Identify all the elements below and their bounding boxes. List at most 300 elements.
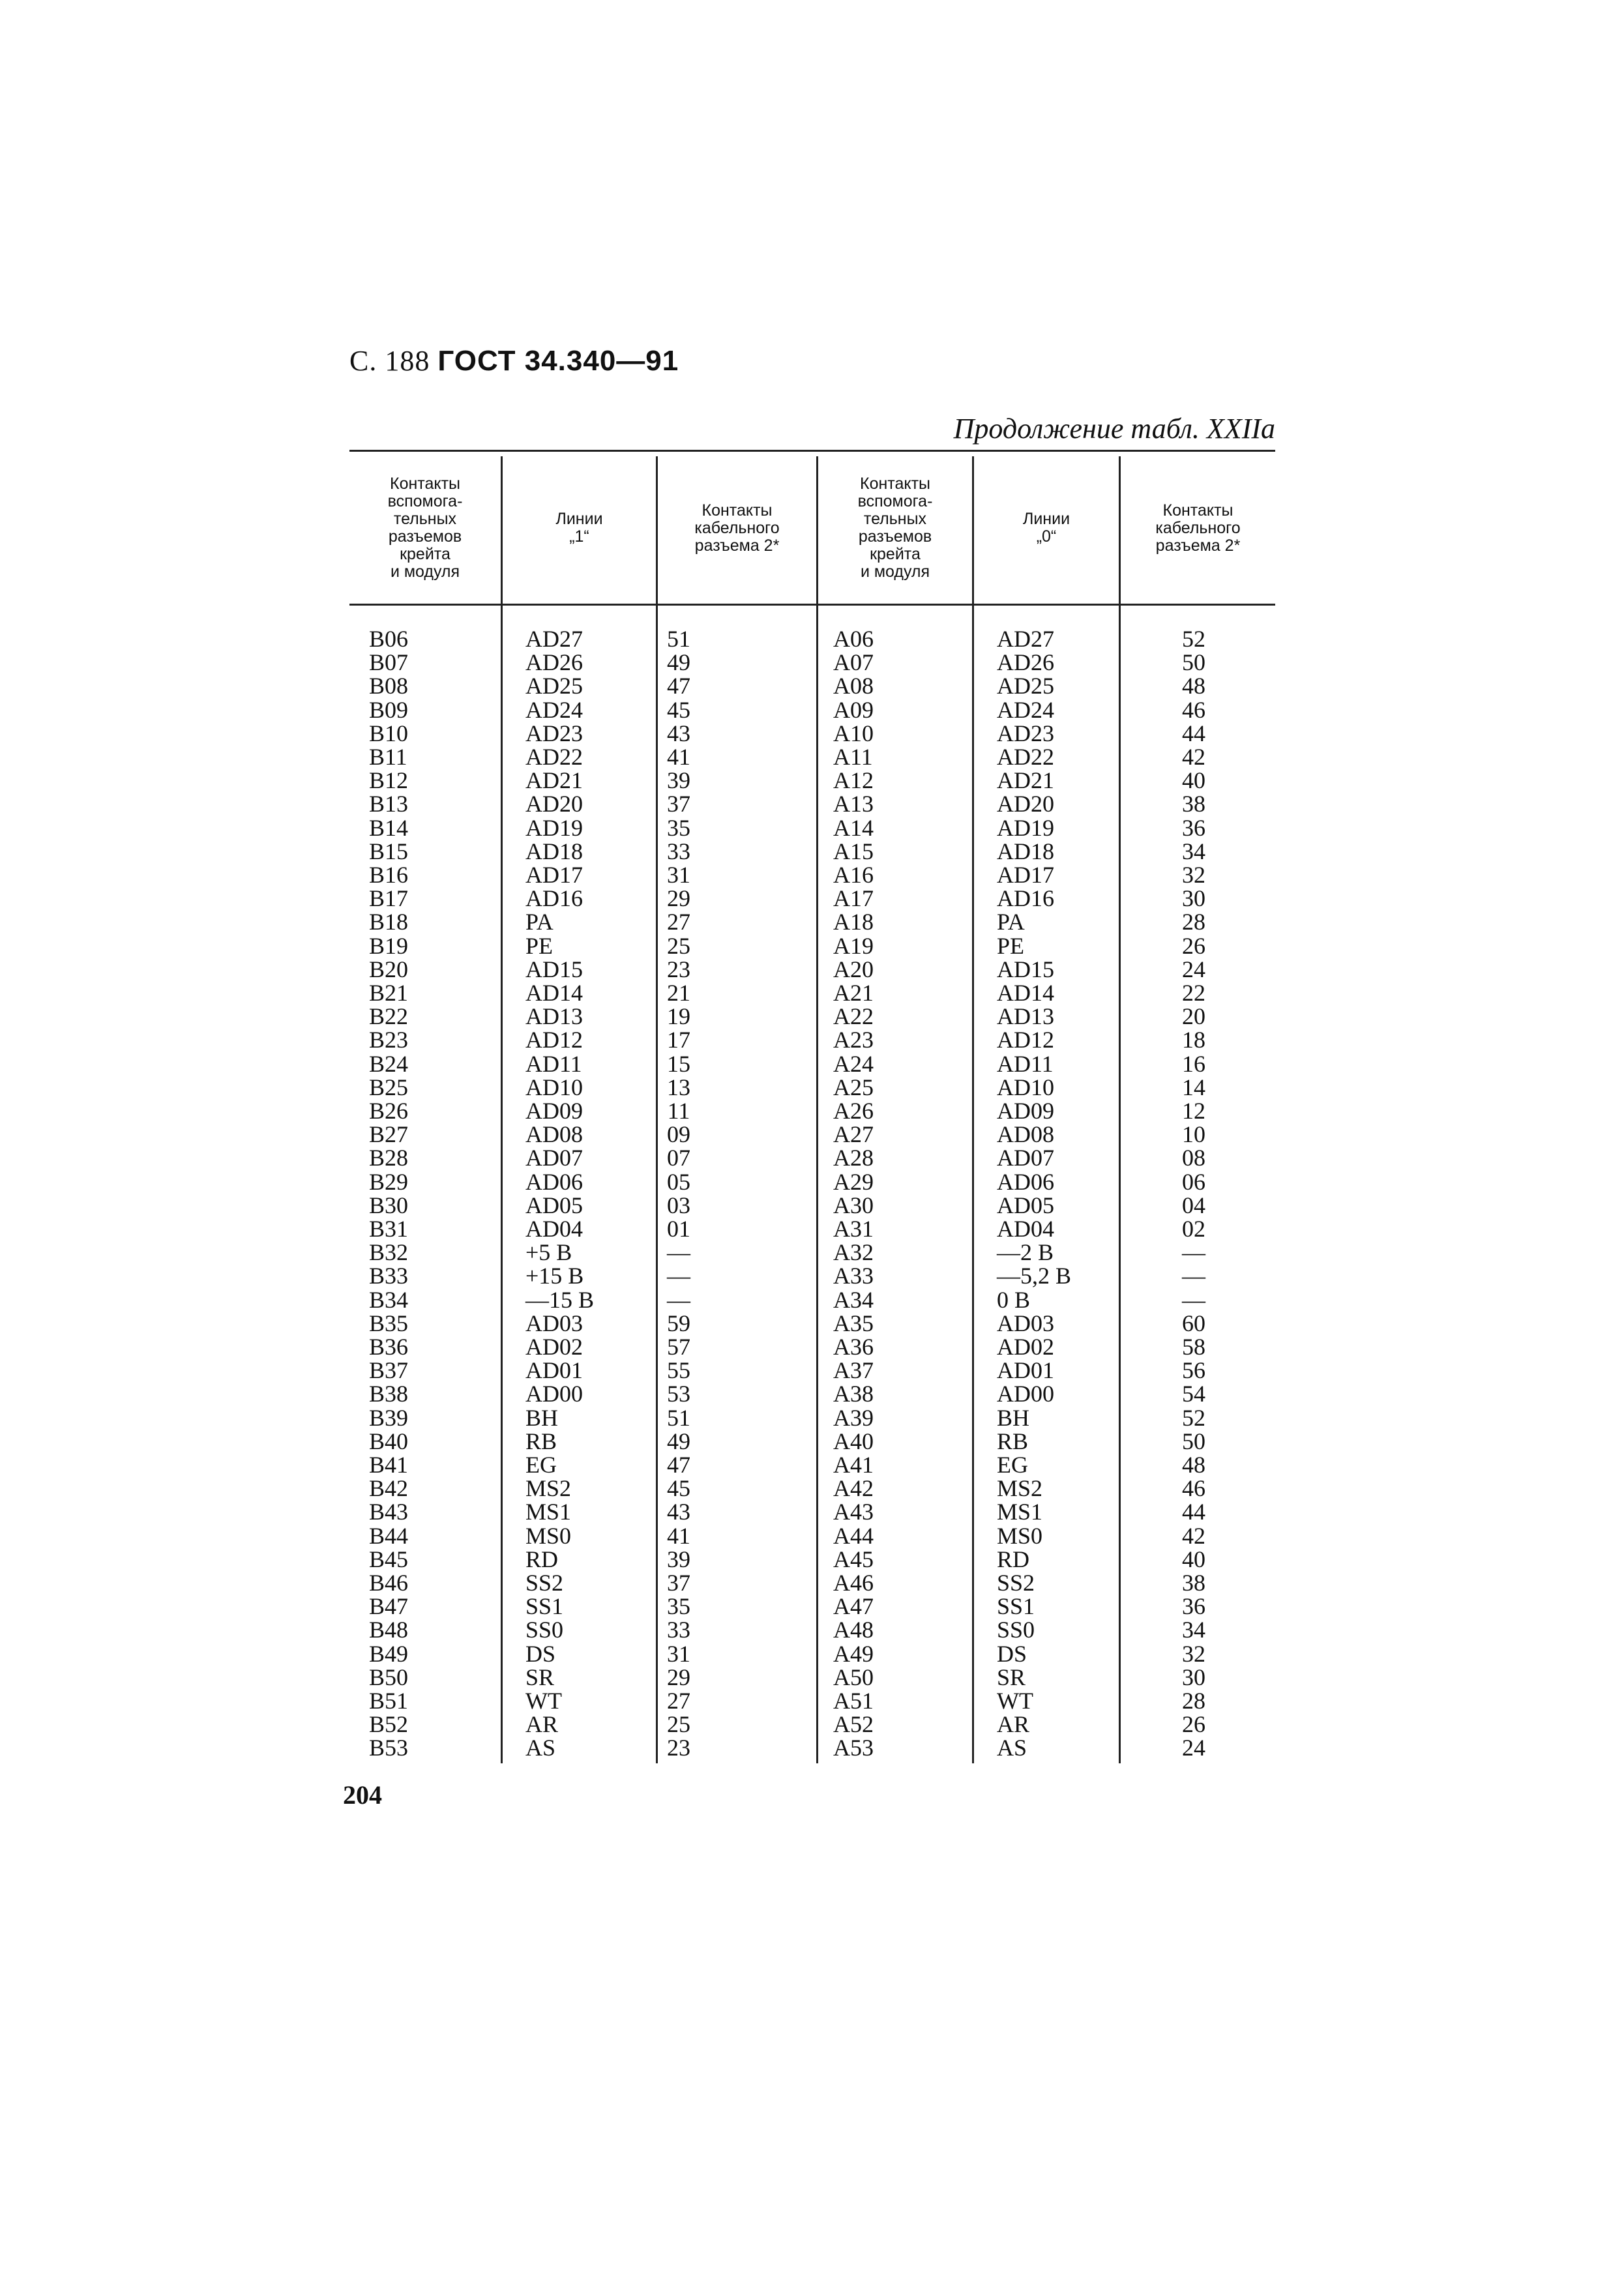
line-1-signal: AD26 xyxy=(525,649,583,676)
aux-contact-b: B07 xyxy=(369,649,409,676)
cable-contact-a: — xyxy=(1182,1239,1205,1266)
cable-contact-b: 47 xyxy=(667,1452,690,1478)
table-row xyxy=(349,816,1275,840)
line-1-signal: AD21 xyxy=(525,767,583,794)
line-0-signal: AD04 xyxy=(997,1216,1054,1242)
cable-contact-a: 34 xyxy=(1182,838,1205,864)
aux-contact-b: B32 xyxy=(369,1239,409,1266)
column-header-aux-contacts-b xyxy=(349,458,501,598)
aux-contact-b: B50 xyxy=(369,1664,409,1690)
cable-contact-b: 03 xyxy=(667,1192,690,1218)
aux-contact-a: A40 xyxy=(833,1428,874,1454)
cable-contact-a: 02 xyxy=(1182,1216,1205,1242)
aux-contact-a: A06 xyxy=(833,626,874,652)
aux-contact-a: A21 xyxy=(833,980,874,1006)
aux-contact-b: B35 xyxy=(369,1310,409,1336)
line-0-signal: MS0 xyxy=(997,1522,1043,1549)
cable-contact-b: 29 xyxy=(667,885,690,912)
aux-contact-b: B45 xyxy=(369,1546,409,1572)
table-row xyxy=(349,1099,1275,1123)
cable-contact-b: 53 xyxy=(667,1381,690,1407)
line-0-signal: AD06 xyxy=(997,1168,1054,1195)
cable-contact-b: 49 xyxy=(667,1428,690,1454)
cable-contact-a: 46 xyxy=(1182,1475,1205,1502)
line-1-signal: SS1 xyxy=(525,1593,564,1620)
line-1-signal: AS xyxy=(525,1735,556,1761)
aux-contact-a: A15 xyxy=(833,838,874,864)
line-0-signal: PE xyxy=(997,932,1025,959)
table-row xyxy=(349,627,1275,651)
line-1-signal: AD20 xyxy=(525,791,583,817)
aux-contact-a: A08 xyxy=(833,673,874,699)
aux-contact-b: B38 xyxy=(369,1381,409,1407)
table-row xyxy=(349,1736,1275,1759)
cable-contact-a: 26 xyxy=(1182,1711,1205,1738)
cable-contact-b: 39 xyxy=(667,767,690,794)
aux-contact-b: B53 xyxy=(369,1735,409,1761)
aux-contact-a: A36 xyxy=(833,1334,874,1360)
table-row xyxy=(349,1571,1275,1594)
aux-contact-b: B31 xyxy=(369,1216,409,1242)
aux-contact-b: B25 xyxy=(369,1074,409,1100)
aux-contact-a: A33 xyxy=(833,1263,874,1289)
aux-contact-b: B18 xyxy=(369,909,409,935)
line-1-signal: AD07 xyxy=(525,1145,583,1171)
line-1-signal: +5 В xyxy=(525,1239,572,1266)
column-header-lines-1 xyxy=(503,458,656,598)
line-0-signal: —5,2 В xyxy=(997,1263,1072,1289)
table-row xyxy=(349,1264,1275,1287)
line-0-signal: AD15 xyxy=(997,956,1054,982)
aux-contact-a: A10 xyxy=(833,720,874,746)
line-1-signal: AD05 xyxy=(525,1192,583,1218)
cable-contact-b: 35 xyxy=(667,1593,690,1620)
cable-contact-b: 19 xyxy=(667,1003,690,1030)
aux-contact-b: B34 xyxy=(369,1286,409,1313)
cable-contact-a: 56 xyxy=(1182,1357,1205,1384)
cable-contact-a: 52 xyxy=(1182,626,1205,652)
aux-contact-b: B43 xyxy=(369,1499,409,1525)
cable-contact-b: 37 xyxy=(667,1570,690,1596)
cable-contact-a: 34 xyxy=(1182,1617,1205,1643)
aux-contact-b: B09 xyxy=(369,696,409,723)
cable-contact-b: 11 xyxy=(667,1098,690,1124)
column-header-line: кабельного xyxy=(694,518,780,537)
table-row xyxy=(349,698,1275,722)
aux-contact-b: B20 xyxy=(369,956,409,982)
column-header-line: тельных xyxy=(863,510,927,528)
line-0-signal: AD18 xyxy=(997,838,1054,864)
aux-contact-a: A11 xyxy=(833,744,873,770)
table-row xyxy=(349,1594,1275,1618)
cable-contact-a: 06 xyxy=(1182,1168,1205,1195)
cable-contact-a: 10 xyxy=(1182,1121,1205,1148)
line-0-signal: SS2 xyxy=(997,1570,1035,1596)
aux-contact-a: A49 xyxy=(833,1640,874,1667)
column-header-line: Контакты xyxy=(860,475,930,493)
column-header-line: и модуля xyxy=(860,563,930,581)
line-0-signal: BH xyxy=(997,1404,1030,1431)
line-1-signal: AD14 xyxy=(525,980,583,1006)
aux-contact-a: A53 xyxy=(833,1735,874,1761)
line-1-signal: MS1 xyxy=(525,1499,572,1525)
table-top-rule xyxy=(349,450,1275,452)
cable-contact-a: 16 xyxy=(1182,1050,1205,1077)
line-0-signal: RD xyxy=(997,1546,1030,1572)
cable-contact-b: — xyxy=(667,1286,690,1313)
cable-contact-b: 43 xyxy=(667,720,690,746)
cable-contact-a: 32 xyxy=(1182,862,1205,888)
aux-contact-b: B11 xyxy=(369,744,407,770)
aux-contact-a: A47 xyxy=(833,1593,874,1620)
aux-contact-a: A23 xyxy=(833,1027,874,1053)
line-0-signal: AD10 xyxy=(997,1074,1054,1100)
cable-contact-a: 14 xyxy=(1182,1074,1205,1100)
aux-contact-a: A38 xyxy=(833,1381,874,1407)
aux-contact-b: B27 xyxy=(369,1121,409,1148)
line-0-signal: AD13 xyxy=(997,1003,1054,1030)
column-header-line: „0“ xyxy=(1036,527,1057,546)
table-row xyxy=(349,863,1275,887)
cable-contact-b: 49 xyxy=(667,649,690,676)
table-row xyxy=(349,1689,1275,1712)
aux-contact-b: B15 xyxy=(369,838,409,864)
line-1-signal: AD22 xyxy=(525,744,583,770)
cable-contact-b: 33 xyxy=(667,1617,690,1643)
aux-contact-b: B14 xyxy=(369,814,409,841)
cable-contact-b: 25 xyxy=(667,1711,690,1738)
line-0-signal: 0 В xyxy=(997,1286,1031,1313)
line-1-signal: +15 В xyxy=(525,1263,584,1289)
table-row xyxy=(349,1666,1275,1689)
line-0-signal: AD24 xyxy=(997,696,1054,723)
aux-contact-a: A24 xyxy=(833,1050,874,1077)
cable-contact-b: 41 xyxy=(667,744,690,770)
line-0-signal: AD22 xyxy=(997,744,1054,770)
cable-contact-a: 26 xyxy=(1182,932,1205,959)
cable-contact-a: 38 xyxy=(1182,791,1205,817)
cable-contact-a: 36 xyxy=(1182,1593,1205,1620)
line-1-signal: AD12 xyxy=(525,1027,583,1053)
table-row xyxy=(349,1170,1275,1194)
line-1-signal: SS2 xyxy=(525,1570,564,1596)
cable-contact-b: 05 xyxy=(667,1168,690,1195)
cable-contact-a: — xyxy=(1182,1263,1205,1289)
column-header-line: вспомога- xyxy=(857,492,933,510)
line-1-signal: AD11 xyxy=(525,1050,582,1077)
aux-contact-a: A09 xyxy=(833,696,874,723)
line-0-signal: AD12 xyxy=(997,1027,1054,1053)
table-row xyxy=(349,1453,1275,1477)
cable-contact-b: 57 xyxy=(667,1334,690,1360)
line-1-signal: SS0 xyxy=(525,1617,564,1643)
aux-contact-b: B52 xyxy=(369,1711,409,1738)
cable-contact-b: 01 xyxy=(667,1216,690,1242)
cable-contact-b: 31 xyxy=(667,1640,690,1667)
aux-contact-b: B16 xyxy=(369,862,409,888)
line-0-signal: AD07 xyxy=(997,1145,1054,1171)
aux-contact-b: B22 xyxy=(369,1003,409,1030)
standard-number: ГОСТ 34.340—91 xyxy=(437,345,679,377)
line-1-signal: AD10 xyxy=(525,1074,583,1100)
table-row xyxy=(349,1005,1275,1028)
aux-contact-a: A52 xyxy=(833,1711,874,1738)
table-row xyxy=(349,1618,1275,1641)
line-0-signal: AD05 xyxy=(997,1192,1054,1218)
aux-contact-a: A20 xyxy=(833,956,874,982)
cable-contact-a: 48 xyxy=(1182,673,1205,699)
table-row xyxy=(349,958,1275,981)
aux-contact-b: B08 xyxy=(369,673,409,699)
line-1-signal: AD18 xyxy=(525,838,583,864)
cable-contact-b: 39 xyxy=(667,1546,690,1572)
pin-assignment-table xyxy=(349,450,1275,1763)
aux-contact-a: A13 xyxy=(833,791,874,817)
aux-contact-b: B21 xyxy=(369,980,409,1006)
table-row xyxy=(349,1406,1275,1430)
column-header-line: тельных xyxy=(393,510,457,528)
table-row xyxy=(349,1217,1275,1241)
aux-contact-b: B13 xyxy=(369,791,409,817)
cable-contact-a: 22 xyxy=(1182,980,1205,1006)
cable-contact-a: 60 xyxy=(1182,1310,1205,1336)
line-1-signal: WT xyxy=(525,1688,562,1714)
column-header-line: вспомога- xyxy=(387,492,463,510)
column-header-line: разъемов xyxy=(858,527,932,546)
line-1-signal: AD16 xyxy=(525,885,583,912)
line-1-signal: AD06 xyxy=(525,1168,583,1195)
line-0-signal: AD01 xyxy=(997,1357,1054,1384)
column-header-line: крейта xyxy=(400,545,450,563)
aux-contact-a: A46 xyxy=(833,1570,874,1596)
aux-contact-a: A27 xyxy=(833,1121,874,1148)
aux-contact-b: B17 xyxy=(369,885,409,912)
line-1-signal: PE xyxy=(525,932,554,959)
cable-contact-b: 25 xyxy=(667,932,690,959)
table-row xyxy=(349,1524,1275,1548)
cable-contact-a: 18 xyxy=(1182,1027,1205,1053)
table-row xyxy=(349,910,1275,933)
cable-contact-a: 30 xyxy=(1182,1664,1205,1690)
aux-contact-a: A51 xyxy=(833,1688,874,1714)
column-header-line: „1“ xyxy=(569,527,589,546)
table-row xyxy=(349,1028,1275,1051)
table-row xyxy=(349,1288,1275,1312)
cable-contact-b: 51 xyxy=(667,626,690,652)
column-header-aux-contacts-a xyxy=(818,458,972,598)
line-0-signal: AD25 xyxy=(997,673,1054,699)
column-header-line: кабельного xyxy=(1155,518,1241,537)
aux-contact-a: A50 xyxy=(833,1664,874,1690)
line-0-signal: AD16 xyxy=(997,885,1054,912)
cable-contact-b: 23 xyxy=(667,1735,690,1761)
cable-contact-a: — xyxy=(1182,1286,1205,1313)
line-1-signal: EG xyxy=(525,1452,557,1478)
table-row xyxy=(349,1146,1275,1169)
line-1-signal: AD00 xyxy=(525,1381,583,1407)
table-row xyxy=(349,745,1275,769)
aux-contact-a: A48 xyxy=(833,1617,874,1643)
aux-contact-a: A26 xyxy=(833,1098,874,1124)
cable-contact-b: 35 xyxy=(667,814,690,841)
cable-contact-b: 09 xyxy=(667,1121,690,1148)
table-row xyxy=(349,1076,1275,1099)
cable-contact-a: 04 xyxy=(1182,1192,1205,1218)
line-0-signal: AD20 xyxy=(997,791,1054,817)
table-row xyxy=(349,934,1275,958)
cable-contact-b: 37 xyxy=(667,791,690,817)
column-header-cable-contacts-b xyxy=(658,458,816,598)
line-1-signal: SR xyxy=(525,1664,555,1690)
line-0-signal: AS xyxy=(997,1735,1027,1761)
table-row xyxy=(349,1477,1275,1500)
line-1-signal: PA xyxy=(525,909,554,935)
aux-contact-b: B37 xyxy=(369,1357,409,1384)
line-1-signal: —15 В xyxy=(525,1286,595,1313)
table-row xyxy=(349,722,1275,745)
cable-contact-b: 27 xyxy=(667,1688,690,1714)
line-1-signal: AD01 xyxy=(525,1357,583,1384)
line-1-signal: AD25 xyxy=(525,673,583,699)
cable-contact-a: 40 xyxy=(1182,767,1205,794)
line-0-signal: SS0 xyxy=(997,1617,1035,1643)
line-1-signal: RD xyxy=(525,1546,559,1572)
aux-contact-a: A32 xyxy=(833,1239,874,1266)
aux-contact-b: B28 xyxy=(369,1145,409,1171)
aux-contact-a: A39 xyxy=(833,1404,874,1431)
aux-contact-a: A45 xyxy=(833,1546,874,1572)
cable-contact-b: 45 xyxy=(667,696,690,723)
cable-contact-a: 54 xyxy=(1182,1381,1205,1407)
aux-contact-b: B42 xyxy=(369,1475,409,1502)
line-0-signal: WT xyxy=(997,1688,1033,1714)
line-0-signal: AD27 xyxy=(997,626,1054,652)
table-row xyxy=(349,1642,1275,1666)
table-row xyxy=(349,1123,1275,1146)
aux-contact-b: B36 xyxy=(369,1334,409,1360)
line-0-signal: DS xyxy=(997,1640,1027,1667)
cable-contact-a: 38 xyxy=(1182,1570,1205,1596)
column-header-line: Контакты xyxy=(1162,501,1233,520)
table-row xyxy=(349,1335,1275,1359)
aux-contact-b: B41 xyxy=(369,1452,409,1478)
line-0-signal: AD09 xyxy=(997,1098,1054,1124)
aux-contact-a: A43 xyxy=(833,1499,874,1525)
aux-contact-a: A12 xyxy=(833,767,874,794)
cable-contact-a: 24 xyxy=(1182,1735,1205,1761)
line-0-signal: AR xyxy=(997,1711,1030,1738)
aux-contact-b: B10 xyxy=(369,720,409,746)
line-0-signal: AD00 xyxy=(997,1381,1054,1407)
aux-contact-a: A31 xyxy=(833,1216,874,1242)
aux-contact-b: B49 xyxy=(369,1640,409,1667)
column-header-line: Контакты xyxy=(390,475,460,493)
aux-contact-b: B46 xyxy=(369,1570,409,1596)
cable-contact-a: 48 xyxy=(1182,1452,1205,1478)
column-header-line: и модуля xyxy=(390,563,460,581)
cable-contact-b: — xyxy=(667,1263,690,1289)
line-1-signal: AD24 xyxy=(525,696,583,723)
table-row xyxy=(349,1548,1275,1571)
table-row xyxy=(349,1194,1275,1217)
line-0-signal: AD21 xyxy=(997,767,1054,794)
cable-contact-a: 12 xyxy=(1182,1098,1205,1124)
aux-contact-b: B47 xyxy=(369,1593,409,1620)
cable-contact-b: 43 xyxy=(667,1499,690,1525)
line-0-signal: AD23 xyxy=(997,720,1054,746)
cable-contact-b: 33 xyxy=(667,838,690,864)
cable-contact-a: 28 xyxy=(1182,909,1205,935)
table-row xyxy=(349,792,1275,815)
cable-contact-b: 31 xyxy=(667,862,690,888)
page-number: 204 xyxy=(343,1780,382,1810)
column-header-line: разъема 2* xyxy=(1155,536,1241,555)
cable-contact-a: 32 xyxy=(1182,1640,1205,1667)
cable-contact-b: 29 xyxy=(667,1664,690,1690)
table-row xyxy=(349,1312,1275,1335)
aux-contact-b: B51 xyxy=(369,1688,409,1714)
table-row xyxy=(349,1359,1275,1382)
line-1-signal: RB xyxy=(525,1428,557,1454)
cable-contact-a: 42 xyxy=(1182,744,1205,770)
column-header-line: разъема 2* xyxy=(694,536,780,555)
table-row xyxy=(349,1241,1275,1264)
aux-contact-a: A19 xyxy=(833,932,874,959)
line-1-signal: AD23 xyxy=(525,720,583,746)
line-1-signal: AD02 xyxy=(525,1334,583,1360)
line-0-signal: AD08 xyxy=(997,1121,1054,1148)
table-row xyxy=(349,1712,1275,1736)
line-1-signal: AD15 xyxy=(525,956,583,982)
column-header-cable-contacts-a xyxy=(1121,458,1275,598)
aux-contact-b: B39 xyxy=(369,1404,409,1431)
column-header-line: Линии xyxy=(1022,510,1070,528)
aux-contact-b: B29 xyxy=(369,1168,409,1195)
table-row xyxy=(349,887,1275,910)
cable-contact-b: 51 xyxy=(667,1404,690,1431)
aux-contact-a: A07 xyxy=(833,649,874,676)
cable-contact-a: 52 xyxy=(1182,1404,1205,1431)
page-prefix: С. 188 xyxy=(349,345,430,377)
cable-contact-a: 50 xyxy=(1182,1428,1205,1454)
line-0-signal: MS2 xyxy=(997,1475,1043,1502)
line-0-signal: EG xyxy=(997,1452,1028,1478)
aux-contact-a: A44 xyxy=(833,1522,874,1549)
table-row xyxy=(349,1052,1275,1076)
running-header xyxy=(349,344,679,377)
aux-contact-b: B44 xyxy=(369,1522,409,1549)
aux-contact-a: A37 xyxy=(833,1357,874,1384)
aux-contact-a: A14 xyxy=(833,814,874,841)
table-row xyxy=(349,651,1275,674)
table-row xyxy=(349,1382,1275,1405)
cable-contact-a: 28 xyxy=(1182,1688,1205,1714)
line-1-signal: MS2 xyxy=(525,1475,572,1502)
aux-contact-a: A18 xyxy=(833,909,874,935)
aux-contact-a: A42 xyxy=(833,1475,874,1502)
line-1-signal: AR xyxy=(525,1711,559,1738)
aux-contact-b: B24 xyxy=(369,1050,409,1077)
header-bottom-rule xyxy=(349,604,1275,606)
aux-contact-b: B19 xyxy=(369,932,409,959)
column-header-line: разъемов xyxy=(388,527,462,546)
table-row xyxy=(349,1430,1275,1453)
cable-contact-a: 50 xyxy=(1182,649,1205,676)
aux-contact-a: A25 xyxy=(833,1074,874,1100)
aux-contact-a: A29 xyxy=(833,1168,874,1195)
line-1-signal: BH xyxy=(525,1404,559,1431)
cable-contact-b: 17 xyxy=(667,1027,690,1053)
